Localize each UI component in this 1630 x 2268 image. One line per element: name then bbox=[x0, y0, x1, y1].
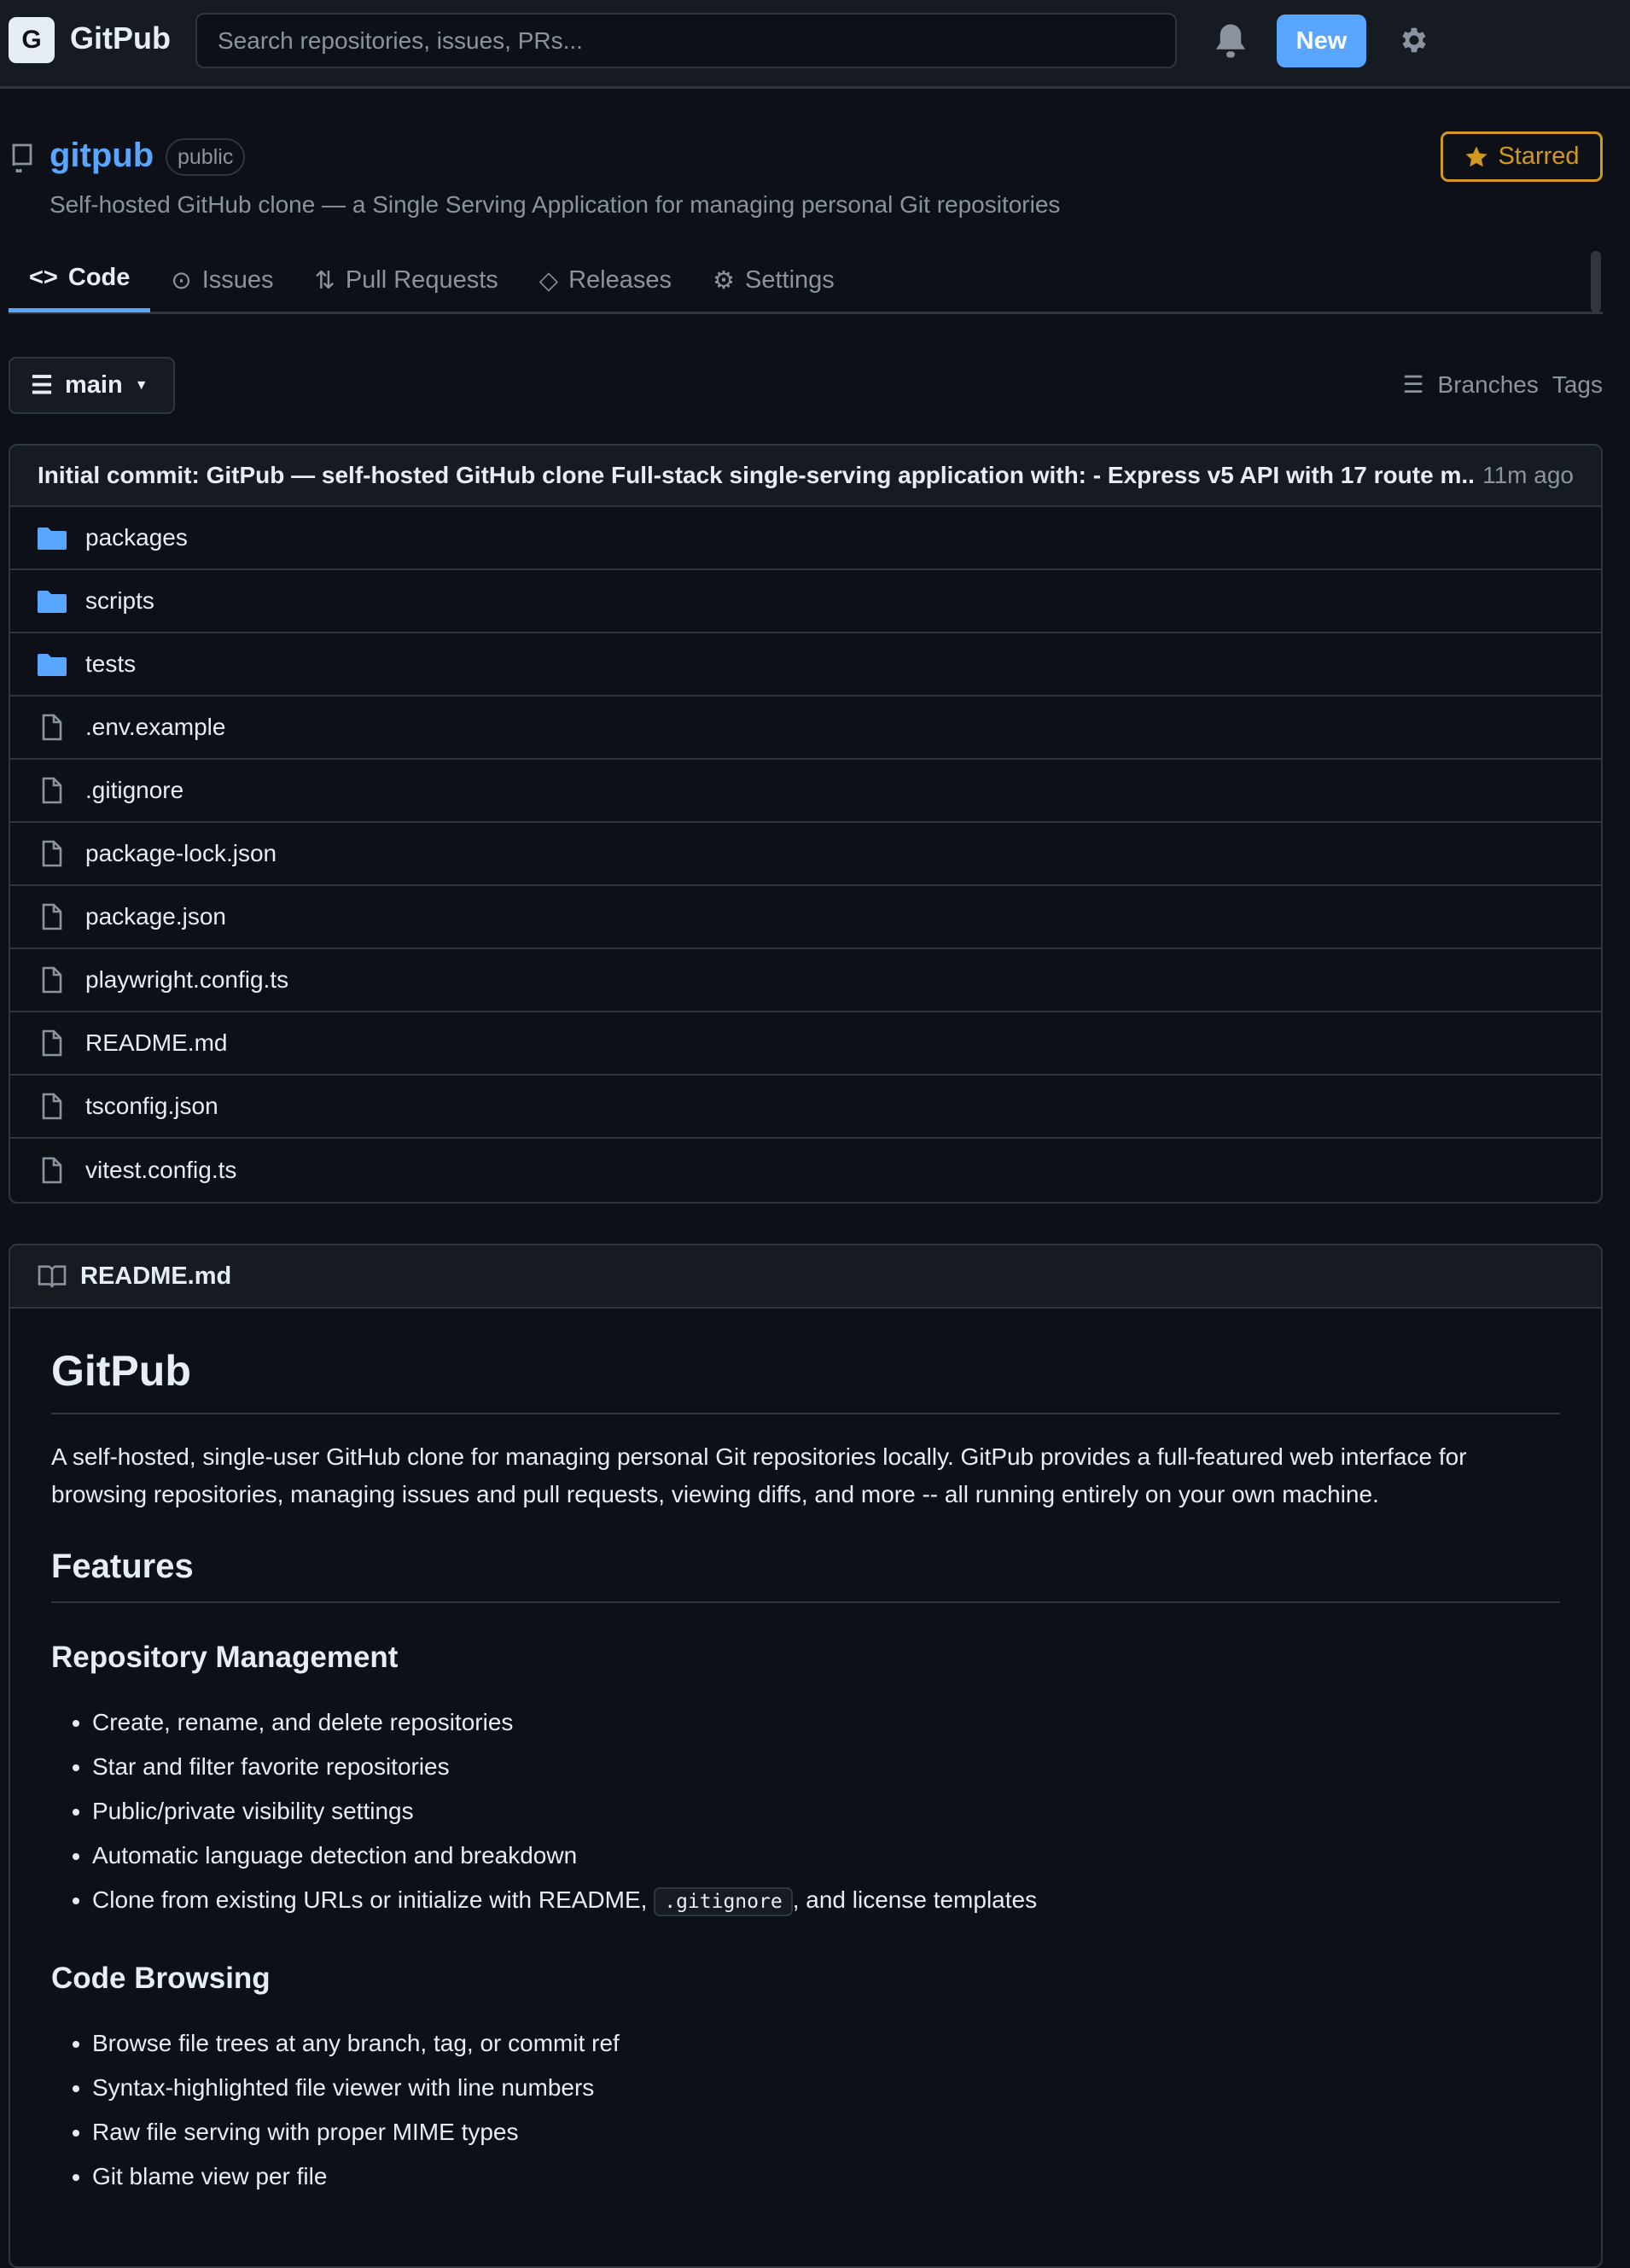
readme-title: GitPub bbox=[51, 1346, 1560, 1414]
file-icon bbox=[38, 966, 67, 994]
code-icon: <> bbox=[29, 264, 58, 291]
tab-label: Code bbox=[67, 264, 131, 291]
file-row[interactable] bbox=[10, 1139, 1601, 1202]
new-button[interactable]: New bbox=[1277, 15, 1366, 67]
list-item: • Public/private visibility settings bbox=[92, 1789, 1560, 1834]
folder-icon bbox=[38, 589, 67, 613]
repo-icon bbox=[10, 143, 34, 177]
file-row[interactable] bbox=[10, 570, 1601, 633]
pull-request-icon: ⇅ bbox=[314, 266, 335, 294]
starred-button[interactable] bbox=[1441, 131, 1603, 182]
file-name[interactable]: .gitignore bbox=[85, 777, 184, 803]
commit-time: 11m ago bbox=[1482, 462, 1574, 488]
repo-tabs bbox=[9, 248, 1603, 314]
caret-down-icon: ▼ bbox=[134, 377, 148, 393]
gear-icon: ⚙ bbox=[712, 266, 735, 294]
repo-description: Self-hosted GitHub clone — a Single Serving Application for managing personal Git repositories bbox=[49, 191, 1061, 218]
tab-issues[interactable] bbox=[150, 248, 294, 312]
repo-name-link[interactable]: gitpub bbox=[49, 137, 154, 174]
folder-icon bbox=[38, 526, 67, 550]
star-icon bbox=[1464, 144, 1489, 170]
branch-selector[interactable] bbox=[9, 357, 175, 414]
book-icon bbox=[38, 1263, 67, 1289]
file-icon bbox=[38, 903, 67, 930]
tag-icon: ◇ bbox=[538, 266, 559, 294]
file-name[interactable]: tests bbox=[85, 650, 137, 677]
file-icon bbox=[38, 1157, 67, 1184]
list-icon: ☰ bbox=[1402, 371, 1424, 398]
tab-label: Settings bbox=[744, 265, 835, 294]
file-row[interactable] bbox=[10, 949, 1601, 1012]
tab-pull-requests[interactable] bbox=[294, 248, 519, 312]
file-row[interactable] bbox=[10, 633, 1601, 697]
tags-link[interactable]: Tags bbox=[1551, 370, 1603, 398]
branch-links bbox=[1402, 370, 1603, 399]
search-placeholder: Search repositories, issues, PRs... bbox=[218, 26, 583, 54]
issue-circle-icon: ⊙ bbox=[171, 266, 192, 294]
inline-code: .gitignore bbox=[654, 1887, 792, 1916]
readme-intro: A self-hosted, single-user GitHub clone for managing personal Git repositories locally. GitPub provides a full-featured web interface for browsing repositories, managing issues and pull requests, viewing diffs, and more -- all running entirely on your own machine. bbox=[51, 1443, 1467, 1507]
list-item bbox=[92, 1878, 1560, 1924]
features-heading: Features bbox=[51, 1548, 1560, 1603]
list-item: • Star and filter favorite repositories bbox=[92, 1745, 1560, 1789]
list-item: • Syntax-highlighted file viewer with line numbers bbox=[92, 2066, 1560, 2110]
folder-icon bbox=[38, 652, 67, 676]
file-name[interactable]: .env.example bbox=[85, 714, 226, 740]
top-nav-bar bbox=[0, 0, 1630, 89]
list-item: • Git blame view per file bbox=[92, 2154, 1560, 2199]
feature-list bbox=[51, 1700, 1560, 1924]
file-name[interactable]: package.json bbox=[85, 903, 227, 930]
file-row[interactable] bbox=[10, 1076, 1601, 1139]
brand-name[interactable]: GitPub bbox=[70, 20, 171, 55]
file-name[interactable]: packages bbox=[85, 524, 188, 551]
branch-name: main bbox=[65, 371, 123, 399]
file-icon bbox=[38, 714, 67, 741]
tabs-scrollbar[interactable] bbox=[1591, 251, 1601, 312]
readme-body bbox=[10, 1346, 1601, 2199]
list-text: Clone from existing URLs or initialize with README, bbox=[92, 1886, 655, 1913]
file-icon bbox=[38, 1093, 67, 1120]
tab-label: Issues bbox=[201, 265, 274, 294]
list-item: • Browse file trees at any branch, tag, or commit ref bbox=[92, 2021, 1560, 2066]
file-table bbox=[9, 444, 1603, 1204]
tab-label: Pull Requests bbox=[345, 265, 498, 294]
file-icon bbox=[38, 777, 67, 804]
file-row[interactable] bbox=[10, 507, 1601, 570]
file-icon bbox=[38, 840, 67, 867]
file-name[interactable]: README.md bbox=[85, 1029, 228, 1056]
file-name[interactable]: scripts bbox=[85, 587, 154, 614]
branches-link[interactable]: Branches bbox=[1437, 370, 1539, 398]
feature-list bbox=[51, 2021, 1560, 2199]
file-name[interactable]: package-lock.json bbox=[85, 840, 277, 866]
search-input[interactable] bbox=[195, 13, 1177, 68]
list-item: • Create, rename, and delete repositories bbox=[92, 1700, 1560, 1745]
file-row[interactable] bbox=[10, 697, 1601, 760]
file-row[interactable] bbox=[10, 1012, 1601, 1076]
file-row[interactable] bbox=[10, 886, 1601, 949]
list-icon: ☰ bbox=[31, 372, 53, 399]
file-row[interactable] bbox=[10, 760, 1601, 823]
app-logo[interactable]: G bbox=[9, 17, 55, 63]
list-text: , and license templates bbox=[792, 1886, 1038, 1913]
starred-label: Starred bbox=[1498, 143, 1580, 170]
tab-label: Releases bbox=[568, 265, 672, 294]
visibility-badge: public bbox=[166, 138, 245, 176]
section-heading: Code Browsing bbox=[51, 1962, 271, 1995]
readme-panel bbox=[9, 1244, 1603, 2268]
readme-filename: README.md bbox=[80, 1262, 232, 1290]
file-icon bbox=[38, 1029, 67, 1057]
commit-message[interactable]: Initial commit: GitPub — self-hosted GitHub clone Full-stack single-serving application with: - Express v5 API with 17 route m.. bbox=[38, 462, 1475, 488]
latest-commit-row[interactable] bbox=[10, 446, 1601, 507]
notifications-bell-icon[interactable] bbox=[1214, 22, 1248, 64]
tab-releases[interactable] bbox=[519, 248, 692, 312]
file-name[interactable]: tsconfig.json bbox=[85, 1093, 218, 1119]
tab-settings[interactable] bbox=[692, 248, 855, 312]
settings-gear-icon[interactable] bbox=[1398, 24, 1430, 61]
file-name[interactable]: playwright.config.ts bbox=[85, 966, 289, 993]
list-item: • Automatic language detection and breakdown bbox=[92, 1834, 1560, 1878]
tab-code[interactable] bbox=[9, 248, 150, 312]
readme-header bbox=[10, 1245, 1601, 1309]
section-heading: Repository Management bbox=[51, 1641, 399, 1674]
list-item: • Raw file serving with proper MIME types bbox=[92, 2110, 1560, 2154]
file-name[interactable]: vitest.config.ts bbox=[85, 1157, 237, 1183]
file-row[interactable] bbox=[10, 823, 1601, 886]
